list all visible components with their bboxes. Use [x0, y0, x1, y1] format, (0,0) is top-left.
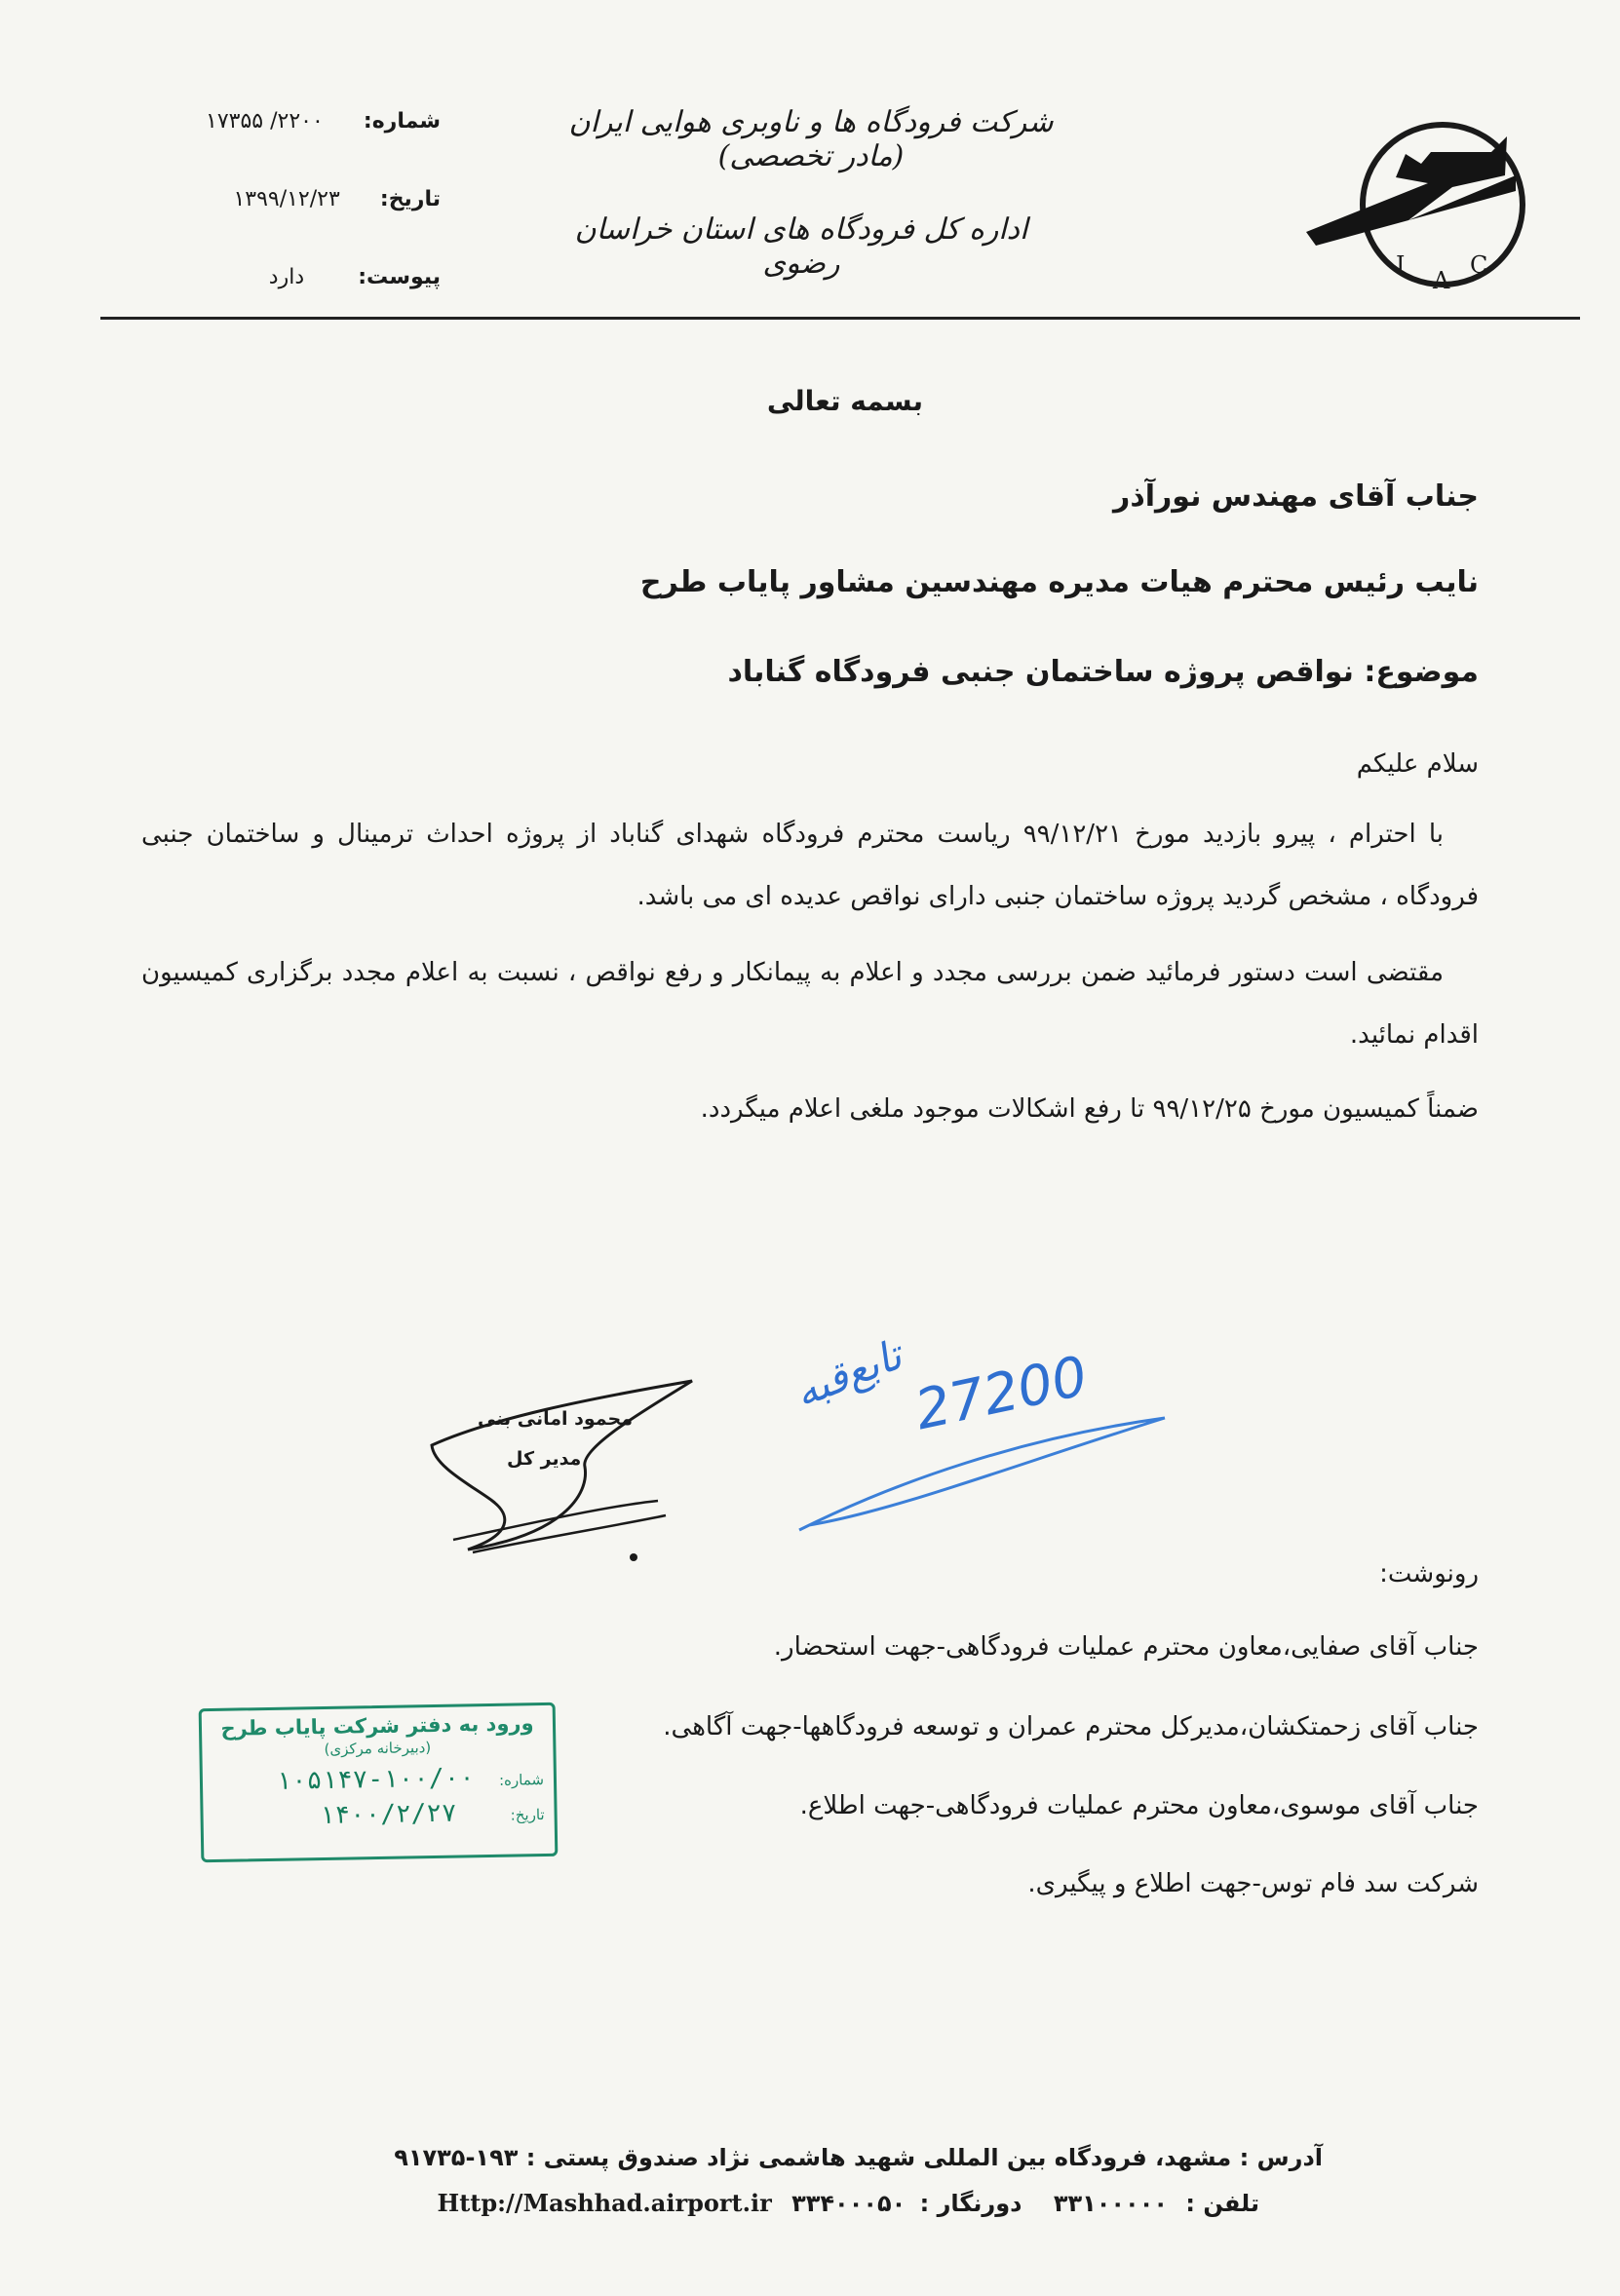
cc-item: جناب آقای موسوی،معاون محترم عملیات فرودگاهی-جهت اطلاع.: [799, 1791, 1479, 1820]
handwritten-number: 27200: [909, 1344, 1094, 1443]
cc-item: جناب آقای زحمتکشان،مدیرکل محترم عمران و توسعه فرودگاهها-جهت آگاهی.: [663, 1712, 1479, 1741]
footer-fax-label: دورنگار :: [919, 2190, 1022, 2217]
stamp-number-value: ۱۰۰/۰۰-۱۰۵۱۴۷: [276, 1763, 476, 1796]
paragraph-1: با احترام ، پیرو بازدید مورخ ۹۹/۱۲/۲۱ ریاست محترم فرودگاه شهدای گناباد از پروژه احداث ترمینال و ساختمان جنبی فرودگاه ، مشخص گردید پروژه ساختمان جنبی دارای نواقص عدیده ای می باشد.: [141, 820, 1479, 911]
invocation: بسمه تعالی: [766, 385, 923, 417]
cc-item: شرکت سد فام توس-جهت اطلاع و پیگیری.: [1027, 1869, 1479, 1898]
cc-label: رونوشت:: [1379, 1559, 1479, 1588]
stamp-subtitle: (دبیرخانه مرکزی): [324, 1739, 432, 1758]
stamp-date-value: ۱۴۰۰/۲/۲۷: [319, 1798, 457, 1831]
stamp-date-label: تاریخ:: [510, 1806, 545, 1824]
greeting: سلام علیکم: [1356, 749, 1479, 779]
logo-wing: [1306, 136, 1516, 246]
footer-phone: ۳۳۱۰۰۰۰۰: [1053, 2190, 1168, 2217]
signer-name: محمود امانی بنی: [478, 1408, 633, 1430]
header-divider: [100, 317, 1580, 320]
footer-website[interactable]: Http://Mashhad.airport.ir: [437, 2189, 772, 2217]
meta-date-row: [148, 187, 441, 265]
recipient-title: نایب رئیس محترم هیات مدیره مهندسین مشاور پایاب طرح: [639, 565, 1479, 599]
stamp-date-row: [203, 1797, 554, 1832]
signer-title: مدیر کل: [507, 1448, 582, 1470]
meta-date-value: ۱۳۹۹/۱۲/۲۳: [233, 187, 340, 211]
stamp-title: ورود به دفتر شرکت پایاب طرح: [220, 1711, 534, 1741]
meta-attachment-label: پیوست:: [358, 265, 441, 289]
iac-logo: [1306, 107, 1560, 302]
paragraph-3: ضمناً کمیسیون مورخ ۹۹/۱۲/۲۵ تا رفع اشکالات موجود ملغی اعلام میگردد.: [700, 1094, 1479, 1124]
org-name: شرکت فرودگاه ها و ناوبری هوایی ایران (مادر تخصصی): [568, 105, 1054, 173]
footer-address: آدرس : مشهد، فرودگاه بین المللی شهید هاشمی نژاد صندوق پستی : ۱۹۳-۹۱۷۳۵: [394, 2144, 1323, 2171]
logo-letter-a: A: [1433, 267, 1450, 294]
recipient-name: جناب آقای مهندس نورآذر: [1113, 479, 1479, 514]
meta-number-value: ۲۲۰۰/ ۱۷۳۵۵: [206, 109, 324, 134]
meta-number-label: شماره:: [363, 109, 441, 134]
handwritten-word: تابع‌قبه: [787, 1330, 908, 1417]
meta-block: [148, 109, 441, 343]
dept-name: اداره کل فرودگاه های استان خراسان رضوی: [574, 212, 1028, 281]
meta-date-label: تاریخ:: [379, 187, 441, 211]
stamp-number-label: شماره:: [498, 1771, 545, 1789]
meta-number-row: [148, 109, 441, 187]
stamp-number-row: [203, 1762, 554, 1797]
handwritten-note: [780, 1238, 1189, 1550]
footer-phone-label: تلفن :: [1185, 2190, 1259, 2217]
logo-letter-c: C: [1470, 251, 1488, 279]
subject-line: موضوع: نواقص پروژه ساختمان جنبی فرودگاه گناباد: [727, 655, 1479, 689]
receipt-stamp: [199, 1703, 559, 1862]
footer-contact: [438, 2189, 1259, 2217]
footer-fax: ۳۳۴۰۰۰۵۰: [791, 2190, 906, 2217]
cc-item: جناب آقای صفایی،معاون محترم عملیات فرودگاهی-جهت استحضار.: [773, 1632, 1479, 1662]
handwritten-stroke: [799, 1418, 1165, 1530]
meta-attachment-value: دارد: [268, 265, 305, 289]
paragraph-2: مقتضی است دستور فرمائید ضمن بررسی مجدد و اعلام به پیمانکار و رفع نواقص ، نسبت به اعلام مجدد برگزاری کمیسیون اقدام نمائید.: [141, 958, 1479, 1050]
logo-letter-i: I: [1396, 251, 1406, 279]
signature-mark: [414, 1369, 707, 1574]
meta-attachment-row: [148, 265, 441, 343]
